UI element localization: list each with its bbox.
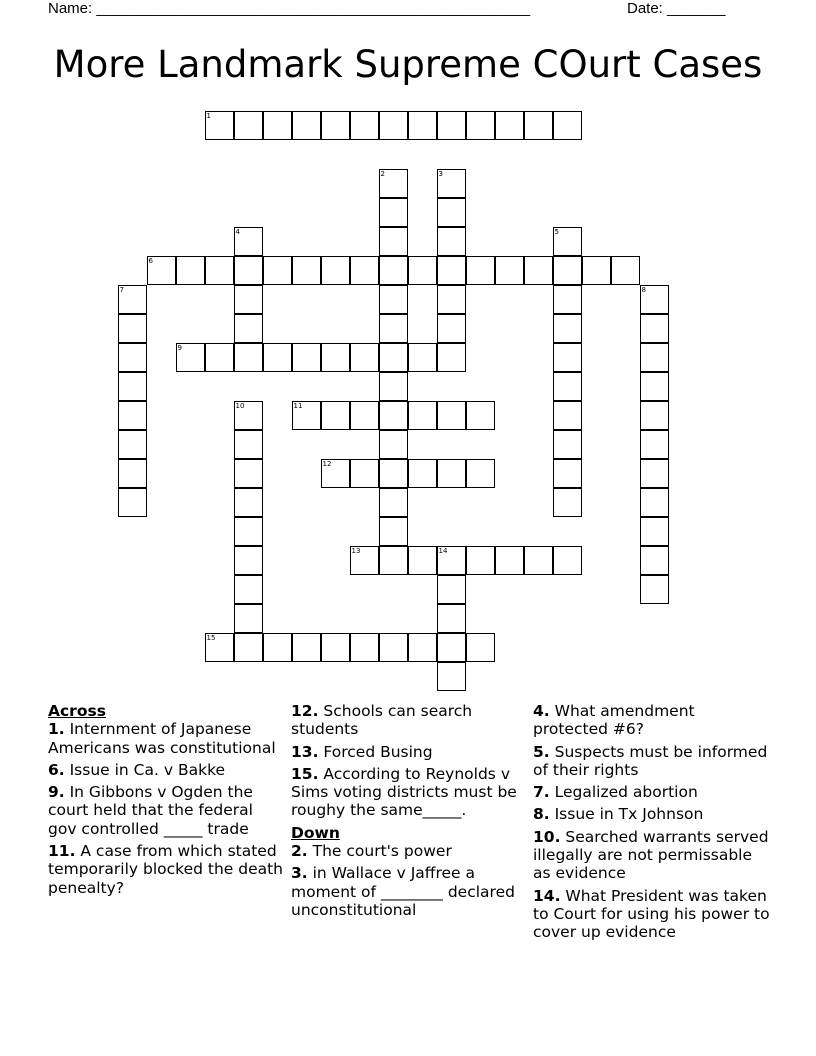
- clue-down-10: 10. Searched warrants served illegally are not permissable as evidence: [533, 827, 769, 883]
- crossword-cell[interactable]: [437, 633, 466, 662]
- crossword-cell[interactable]: [176, 256, 205, 285]
- crossword-cell[interactable]: [379, 314, 408, 343]
- crossword-cell[interactable]: [553, 459, 582, 488]
- page-title: More Landmark Supreme COurt Cases: [53, 43, 763, 86]
- crossword-cell[interactable]: [553, 430, 582, 459]
- crossword-cell[interactable]: [553, 285, 582, 314]
- clue-number: 15: [206, 633, 216, 642]
- crossword-cell[interactable]: [234, 314, 263, 343]
- crossword-cell[interactable]: [379, 633, 408, 662]
- crossword-cell[interactable]: [379, 546, 408, 575]
- crossword-cell[interactable]: [234, 111, 263, 140]
- crossword-cell[interactable]: [408, 111, 437, 140]
- date-field-label: Date: _______: [627, 0, 726, 17]
- crossword-cell[interactable]: [408, 633, 437, 662]
- clues-column-2: [291, 702, 527, 923]
- clue-number: 7: [119, 285, 124, 294]
- crossword-cell[interactable]: [640, 459, 669, 488]
- down-heading: Down: [291, 823, 340, 842]
- clues-column-1: [48, 702, 284, 901]
- crossword-cell[interactable]: [437, 459, 466, 488]
- clue-number: 10: [235, 401, 245, 410]
- crossword-cell[interactable]: [379, 169, 408, 198]
- name-field-label: Name: ____________________________________________________: [48, 0, 531, 17]
- crossword-cell[interactable]: [553, 343, 582, 372]
- crossword-cell[interactable]: [292, 633, 321, 662]
- clue-number: 1: [206, 111, 211, 120]
- clue-across-15: 15. According to Reynolds v Sims voting districts must be roughy the same_____.: [291, 764, 517, 820]
- crossword-cell[interactable]: [176, 343, 205, 372]
- crossword-cell[interactable]: [640, 343, 669, 372]
- across-heading: Across: [48, 702, 106, 720]
- crossword-cell[interactable]: [640, 517, 669, 546]
- crossword-cell[interactable]: [379, 343, 408, 372]
- crossword-cell[interactable]: [437, 575, 466, 604]
- crossword-cell[interactable]: [234, 604, 263, 633]
- crossword-cell[interactable]: [321, 343, 350, 372]
- crossword-cell[interactable]: [466, 459, 495, 488]
- crossword-cell[interactable]: [437, 169, 466, 198]
- clue-number: 11: [293, 401, 303, 410]
- crossword-cell[interactable]: [524, 546, 553, 575]
- crossword-cell[interactable]: [350, 633, 379, 662]
- crossword-cell[interactable]: [234, 517, 263, 546]
- crossword-cell[interactable]: [205, 343, 234, 372]
- crossword-cell[interactable]: [292, 401, 321, 430]
- clue-down-3: 3. in Wallace v Jaffree a moment of ________ declared unconstitutional: [291, 864, 515, 919]
- crossword-cell[interactable]: [553, 401, 582, 430]
- crossword-cell[interactable]: [466, 633, 495, 662]
- crossword-cell[interactable]: [437, 227, 466, 256]
- crossword-cell[interactable]: [466, 256, 495, 285]
- crossword-cell[interactable]: [234, 488, 263, 517]
- clue-down-2: 2. The court's power: [291, 842, 452, 861]
- crossword-cell[interactable]: [379, 430, 408, 459]
- crossword-cell[interactable]: [234, 633, 263, 662]
- crossword-cell[interactable]: [234, 343, 263, 372]
- crossword-cell[interactable]: [553, 227, 582, 256]
- crossword-cell[interactable]: [640, 285, 669, 314]
- crossword-cell[interactable]: [263, 633, 292, 662]
- clues-column-3: [533, 702, 773, 946]
- crossword-cell[interactable]: [379, 227, 408, 256]
- crossword-cell[interactable]: [408, 343, 437, 372]
- crossword-cell[interactable]: [118, 430, 147, 459]
- crossword-cell[interactable]: [553, 546, 582, 575]
- crossword-cell[interactable]: [234, 227, 263, 256]
- crossword-cell[interactable]: [379, 517, 408, 546]
- clue-across-6: 6. Issue in Ca. v Bakke: [48, 760, 226, 779]
- crossword-cell[interactable]: [234, 430, 263, 459]
- crossword-cell[interactable]: [118, 401, 147, 430]
- clue-across-9: 9. In Gibbons v Ogden the court held that the federal gov controlled _____ trade: [48, 783, 253, 838]
- clue-number: 13: [351, 546, 361, 555]
- crossword-cell[interactable]: [292, 343, 321, 372]
- crossword-cell[interactable]: [437, 662, 466, 691]
- crossword-cell[interactable]: [495, 111, 524, 140]
- crossword-cell[interactable]: [263, 343, 292, 372]
- crossword-cell[interactable]: [437, 285, 466, 314]
- crossword-cell[interactable]: [379, 401, 408, 430]
- clue-across-12: 12. Schools can search students: [291, 702, 473, 739]
- crossword-cell[interactable]: [234, 285, 263, 314]
- crossword-cell[interactable]: [118, 285, 147, 314]
- crossword-cell[interactable]: [640, 430, 669, 459]
- crossword-cell[interactable]: [437, 604, 466, 633]
- crossword-cell[interactable]: [205, 256, 234, 285]
- crossword-cell[interactable]: [437, 111, 466, 140]
- clue-down-4: 4. What amendment protected #6?: [533, 702, 695, 739]
- clue-number: 12: [322, 459, 332, 468]
- crossword-cell[interactable]: [553, 314, 582, 343]
- crossword-cell[interactable]: [379, 285, 408, 314]
- crossword-cell[interactable]: [640, 488, 669, 517]
- clue-number: 2: [380, 169, 385, 178]
- clue-down-14: 14. What President was taken to Court for using his power to cover up evidence: [533, 886, 770, 942]
- crossword-cell[interactable]: [495, 546, 524, 575]
- crossword-cell[interactable]: [466, 111, 495, 140]
- crossword-cell[interactable]: [118, 343, 147, 372]
- clue-across-13: 13. Forced Busing: [291, 742, 433, 761]
- clue-number: 14: [438, 546, 448, 555]
- crossword-cell[interactable]: [350, 111, 379, 140]
- crossword-cell[interactable]: [437, 343, 466, 372]
- crossword-cell[interactable]: [263, 111, 292, 140]
- clue-number: 3: [438, 169, 443, 178]
- crossword-cell[interactable]: [321, 459, 350, 488]
- crossword-cell[interactable]: [466, 546, 495, 575]
- crossword-cell[interactable]: [437, 256, 466, 285]
- crossword-cell[interactable]: [553, 488, 582, 517]
- crossword-cell[interactable]: [350, 256, 379, 285]
- crossword-cell[interactable]: [118, 459, 147, 488]
- crossword-cell[interactable]: [379, 372, 408, 401]
- crossword-cell[interactable]: [640, 575, 669, 604]
- crossword-cell[interactable]: [379, 198, 408, 227]
- crossword-cell[interactable]: [379, 256, 408, 285]
- clue-down-8: 8. Issue in Tx Johnson: [533, 805, 704, 824]
- crossword-cell[interactable]: [553, 111, 582, 140]
- crossword-cell[interactable]: [234, 401, 263, 430]
- crossword-cell[interactable]: [205, 111, 234, 140]
- clue-across-1: 1. Internment of Japanese Americans was constitutional: [48, 720, 276, 757]
- crossword-cell[interactable]: [437, 546, 466, 575]
- crossword-cell[interactable]: [379, 459, 408, 488]
- crossword-cell[interactable]: [379, 488, 408, 517]
- crossword-cell[interactable]: [118, 372, 147, 401]
- crossword-cell[interactable]: [234, 256, 263, 285]
- clue-number: 9: [177, 343, 182, 352]
- crossword-cell[interactable]: [408, 256, 437, 285]
- crossword-cell[interactable]: [437, 314, 466, 343]
- crossword-cell[interactable]: [640, 314, 669, 343]
- crossword-cell[interactable]: [118, 314, 147, 343]
- crossword-cell[interactable]: [350, 546, 379, 575]
- crossword-cell[interactable]: [640, 546, 669, 575]
- clue-number: 8: [641, 285, 646, 294]
- crossword-cell[interactable]: [379, 111, 408, 140]
- crossword-cell[interactable]: [292, 256, 321, 285]
- crossword-cell[interactable]: [524, 111, 553, 140]
- crossword-cell[interactable]: [437, 401, 466, 430]
- crossword-cell[interactable]: [553, 372, 582, 401]
- clue-number: 5: [554, 227, 559, 236]
- crossword-cell[interactable]: [321, 633, 350, 662]
- crossword-cell[interactable]: [234, 575, 263, 604]
- crossword-cell[interactable]: [350, 459, 379, 488]
- crossword-cell[interactable]: [408, 546, 437, 575]
- crossword-cell[interactable]: [495, 256, 524, 285]
- crossword-cell[interactable]: [350, 401, 379, 430]
- crossword-cell[interactable]: [553, 256, 582, 285]
- crossword-cell[interactable]: [321, 111, 350, 140]
- crossword-cell[interactable]: [118, 488, 147, 517]
- crossword-cell[interactable]: [147, 256, 176, 285]
- crossword-cell[interactable]: [292, 111, 321, 140]
- crossword-cell[interactable]: [437, 198, 466, 227]
- crossword-cell[interactable]: [321, 401, 350, 430]
- crossword-cell[interactable]: [640, 372, 669, 401]
- clue-across-11: 11. A case from which stated temporarily blocked the death penealty?: [48, 842, 284, 897]
- clue-number: 4: [235, 227, 240, 236]
- crossword-cell[interactable]: [408, 459, 437, 488]
- crossword-cell[interactable]: [640, 401, 669, 430]
- clue-number: 6: [148, 256, 153, 265]
- crossword-cell[interactable]: [205, 633, 234, 662]
- crossword-cell[interactable]: [611, 256, 640, 285]
- clue-down-5: 5. Suspects must be informed of their rights: [533, 742, 768, 779]
- crossword-cell[interactable]: [234, 459, 263, 488]
- clue-down-7: 7. Legalized abortion: [533, 783, 698, 802]
- crossword-cell[interactable]: [350, 343, 379, 372]
- crossword-cell[interactable]: [524, 256, 553, 285]
- crossword-cell[interactable]: [263, 256, 292, 285]
- crossword-cell[interactable]: [466, 401, 495, 430]
- crossword-cell[interactable]: [234, 546, 263, 575]
- crossword-cell[interactable]: [408, 401, 437, 430]
- crossword-cell[interactable]: [582, 256, 611, 285]
- crossword-cell[interactable]: [321, 256, 350, 285]
